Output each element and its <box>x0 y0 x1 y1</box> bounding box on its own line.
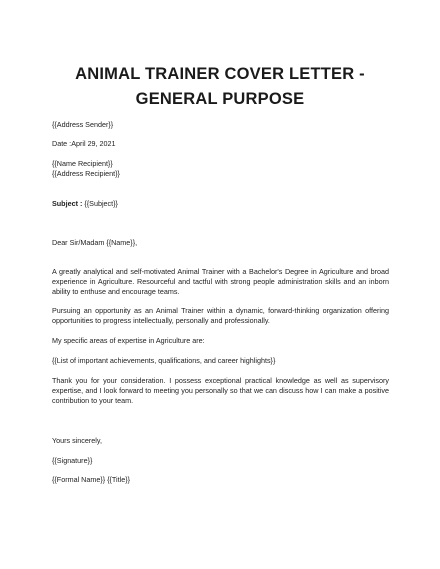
document-title <box>30 62 410 112</box>
date-value: April 29, 2021 <box>71 139 116 148</box>
subject-label: Subject : <box>52 199 83 208</box>
sender-address: {{Address Sender}} <box>52 120 114 129</box>
title-line-2: GENERAL PURPOSE <box>135 90 305 108</box>
recipient-address: {{Address Recipient}} <box>52 169 120 178</box>
valediction: Yours sincerely, <box>52 436 102 445</box>
title-line-1: ANIMAL TRAINER COVER LETTER - <box>75 65 365 83</box>
body-paragraph-1: A greatly analytical and self-motivated Animal Trainer with a Bachelor's Degree in Agriculture and broad experience in Agriculture. Resourceful and tactful with strong people administration skills and an inborn ability to enthuse and encourage teams. <box>52 267 389 296</box>
recipient-name: {{Name Recipient}} <box>52 159 113 168</box>
date-line <box>52 139 116 149</box>
subject-value: {{Subject}} <box>82 199 118 208</box>
body-paragraph-3: My specific areas of expertise in Agriculture are: <box>52 336 205 345</box>
subject-line <box>52 199 118 209</box>
date-label: Date : <box>52 139 72 148</box>
body-paragraph-2: Pursuing an opportunity as an Animal Trainer within a dynamic, forward-thinking organization offering opportunities to progress intellectually, personally and professionally. <box>52 306 389 325</box>
body-paragraph-5: Thank you for your consideration. I possess exceptional practical knowledge as well as supervisory expertise, and I look forward to meeting you personally so that we can discuss how I can make a positive contribution to your team. <box>52 376 389 405</box>
formal-name-placeholder: {{Formal Name}} {{Title}} <box>52 475 131 484</box>
salutation: Dear Sir/Madam {{Name}}, <box>52 238 138 247</box>
signature-placeholder: {{Signature}} <box>52 456 93 465</box>
achievements-placeholder: {{List of important achievements, qualifications, and career highlights}} <box>52 356 276 365</box>
